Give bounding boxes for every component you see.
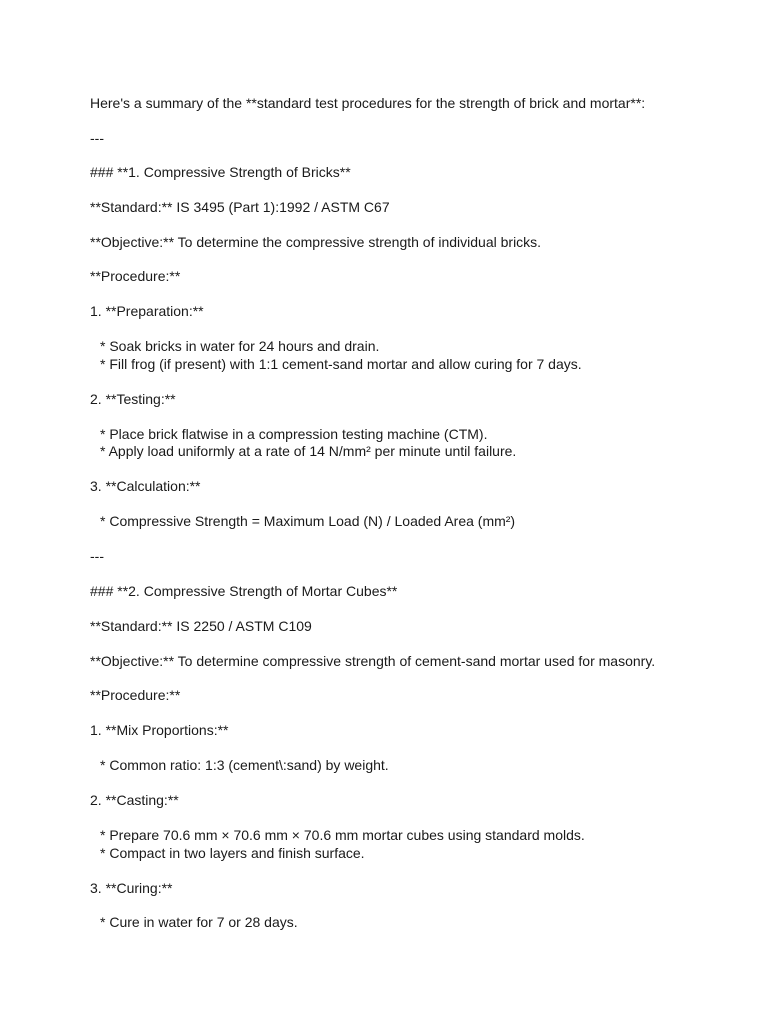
section-1-step-bullet: * Place brick flatwise in a compression testing machine (CTM). (100, 426, 488, 442)
section-1-objective: **Objective:** To determine the compressive strength of individual bricks. (90, 234, 542, 250)
section-1-standard: **Standard:** IS 3495 (Part 1):1992 / ASTM C67 (90, 199, 390, 215)
section-2-step-title: 3. **Curing:** (90, 880, 173, 896)
section-2-step-title: 2. **Casting:** (90, 792, 179, 808)
section-2-heading: ### **2. Compressive Strength of Mortar Cubes** (90, 583, 398, 599)
section-1-step-bullet: * Soak bricks in water for 24 hours and drain. (100, 338, 380, 354)
section-1-step-title: 1. **Preparation:** (90, 303, 204, 319)
section-1-step-bullet: * Compressive Strength = Maximum Load (N) / Loaded Area (mm²) (100, 513, 516, 529)
section-1-step-title: 3. **Calculation:** (90, 478, 201, 494)
intro-text: Here's a summary of the **standard test procedures for the strength of brick and mortar**: (90, 95, 646, 111)
section-1-heading: ### **1. Compressive Strength of Bricks** (90, 164, 351, 180)
separator: --- (90, 548, 104, 564)
section-1-procedure-label: **Procedure:** (90, 268, 181, 284)
section-2-procedure-label: **Procedure:** (90, 687, 181, 703)
separator: --- (90, 130, 104, 146)
section-2-step-bullet: * Prepare 70.6 mm × 70.6 mm × 70.6 mm mortar cubes using standard molds. (100, 827, 585, 843)
section-2-standard: **Standard:** IS 2250 / ASTM C109 (90, 618, 312, 634)
section-2-step-bullet: * Compact in two layers and finish surface. (100, 845, 365, 861)
section-1-step-title: 2. **Testing:** (90, 391, 176, 407)
section-2-step-bullet: * Common ratio: 1:3 (cement\:sand) by weight. (100, 757, 389, 773)
section-1-step-bullet: * Fill frog (if present) with 1:1 cement-sand mortar and allow curing for 7 days. (100, 356, 582, 372)
section-2-step-bullet: * Cure in water for 7 or 28 days. (100, 914, 298, 930)
section-2-step-title: 1. **Mix Proportions:** (90, 722, 229, 738)
section-1-step-bullet: * Apply load uniformly at a rate of 14 N/mm² per minute until failure. (100, 443, 517, 459)
section-2-objective: **Objective:** To determine compressive strength of cement-sand mortar used for masonry. (90, 653, 656, 669)
